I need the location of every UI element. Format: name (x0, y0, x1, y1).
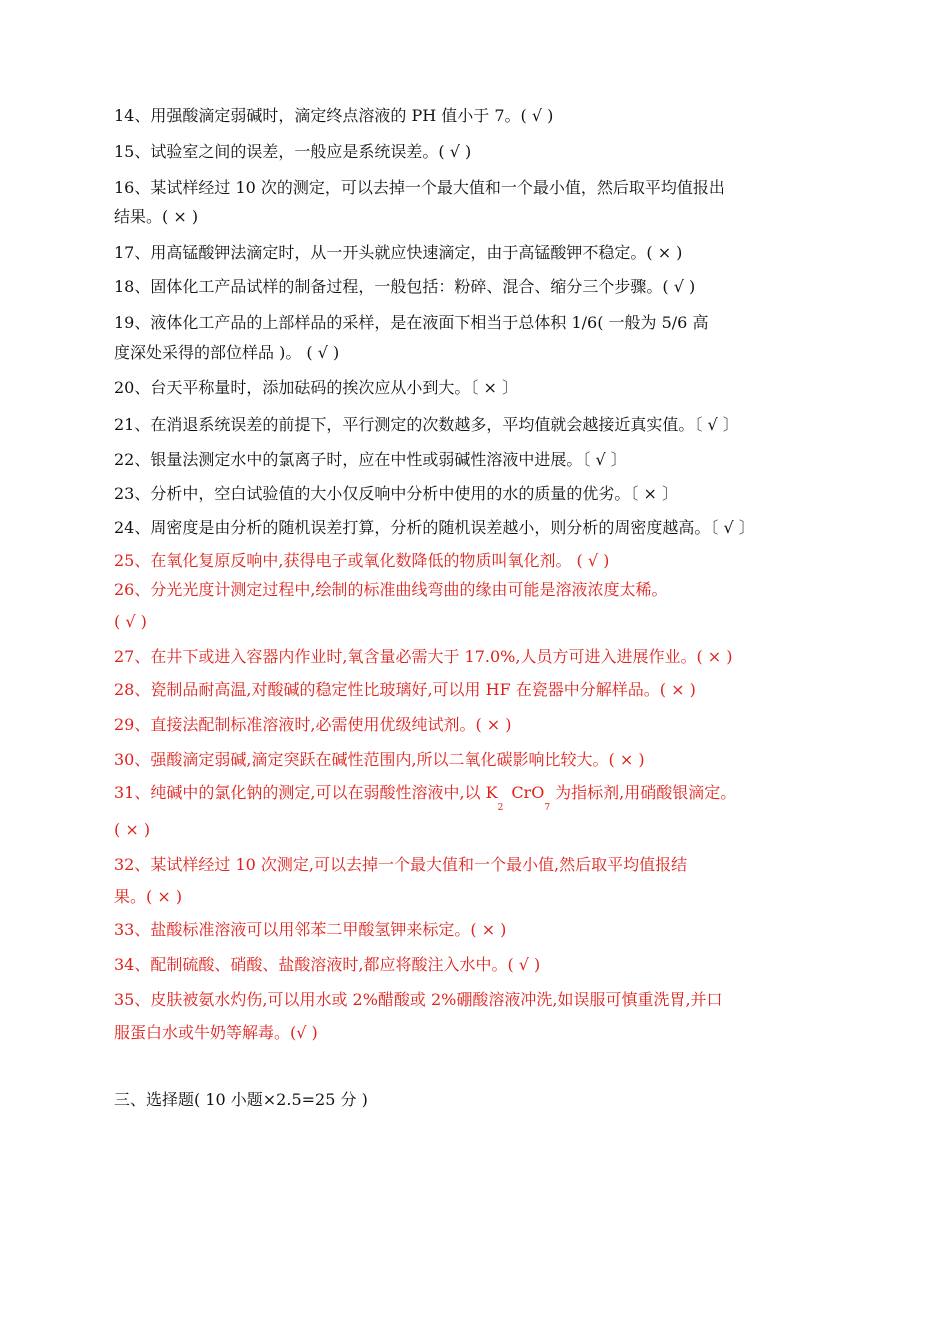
item-35-line1: 35、皮肤被氨水灼伤,可以用水或 2%醋酸或 2%硼酸溶液冲洗,如误服可慎重洗胃,并口 (114, 990, 723, 1009)
item-23: 23、分析中，空白试验值的大小仅反响中分析中使用的水的质量的优劣。〔 × 〕 (114, 484, 678, 503)
item-18: 18、固体化工产品试样的制备过程，一般包括：粉碎、混合、缩分三个步骤。( √ ) (114, 277, 696, 296)
item-14: 14、用强酸滴定弱碱时，滴定终点溶液的 PH 值小于 7。( √ ) (114, 106, 554, 125)
item-32-line1: 32、某试样经过 10 次测定,可以去掉一个最大值和一个最小值,然后取平均值报结 (114, 855, 688, 874)
item-24: 24、周密度是由分析的随机误差打算，分析的随机误差越小，则分析的周密度越高。〔 √ 〕 (114, 518, 755, 537)
section-heading: 三、选择题( 10 小题×2.5=25 分 ) (114, 1090, 368, 1109)
item-16-line2: 结果。( × ) (114, 207, 199, 226)
item-20: 20、台天平称量时，添加砝码的挨次应从小到大。〔 × 〕 (114, 378, 518, 397)
item-28: 28、瓷制品耐高温,对酸碱的稳定性比玻璃好,可以用 HF 在瓷器中分解样品。( × ) (114, 680, 696, 699)
item-31-text: 31、纯碱中的氯化钠的测定,可以在弱酸性溶液中,以 K (114, 783, 498, 802)
item-31-line1 (114, 783, 737, 813)
item-26-line1: 26、分光光度计测定过程中,绘制的标准曲线弯曲的缘由可能是溶液浓度太稀。 (114, 580, 668, 599)
item-21: 21、在消退系统误差的前提下，平行测定的次数越多，平均值就会越接近真实值。〔 √ 〕 (114, 415, 739, 434)
item-34: 34、配制硫酸、硝酸、盐酸溶液时,都应将酸注入水中。( √ ) (114, 955, 541, 974)
item-30: 30、强酸滴定弱碱,滴定突跃在碱性范围内,所以二氧化碳影响比较大。( × ) (114, 750, 645, 769)
item-31-tail: 为指标剂,用硝酸银滴定。 (550, 783, 737, 802)
item-35-line2: 服蛋白水或牛奶等解毒。(√ ) (114, 1023, 318, 1042)
cro-text: CrO (511, 783, 545, 802)
item-31-line2: ( × ) (114, 820, 151, 839)
o-subscript: 7 (544, 803, 551, 813)
item-32-line2: 果。( × ) (114, 887, 183, 906)
item-25: 25、在氧化复原反响中,获得电子或氧化数降低的物质叫氧化剂。 ( √ ) (114, 551, 610, 570)
item-16-line1: 16、某试样经过 10 次的测定，可以去掉一个最大值和一个最小值，然后取平均值报出 (114, 178, 725, 197)
item-15: 15、试验室之间的误差，一般应是系统误差。( √ ) (114, 142, 472, 161)
item-19-line2: 度深处采得的部位样品 )。 ( √ ) (114, 343, 340, 362)
item-27: 27、在井下或进入容器内作业时,氧含量必需大于 17.0%,人员方可进入进展作业。( × ) (114, 647, 733, 666)
k-subscript: 2 (497, 803, 504, 813)
item-19-line1: 19、液体化工产品的上部样品的采样，是在液面下相当于总体积 1/6( 一般为 5/6 高 (114, 313, 709, 332)
item-22: 22、银量法测定水中的氯离子时，应在中性或弱碱性溶液中进展。〔 √ 〕 (114, 450, 627, 469)
item-29: 29、直接法配制标准溶液时,必需使用优级纯试剂。( × ) (114, 715, 512, 734)
item-26-line2: ( √ ) (114, 612, 147, 631)
item-33: 33、盐酸标准溶液可以用邻苯二甲酸氢钾来标定。( × ) (114, 920, 507, 939)
item-17: 17、用高锰酸钾法滴定时，从一开头就应快速滴定，由于高锰酸钾不稳定。( × ) (114, 243, 683, 262)
